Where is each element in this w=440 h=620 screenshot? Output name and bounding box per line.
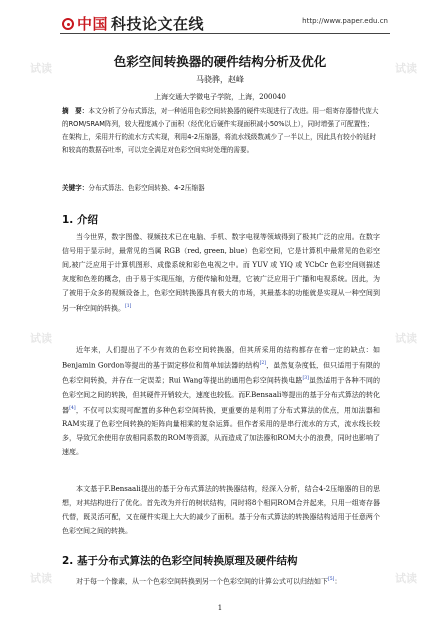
section-2-heading: 2. 基于分布式算法的色彩空间转换原理及硬件结构 <box>62 555 298 567</box>
watermark-stamp: 试读 <box>395 332 417 345</box>
citation-3[interactable]: [3] <box>302 376 309 382</box>
header-divider <box>60 33 390 34</box>
keywords <box>62 182 380 192</box>
intro-paragraph-3: 本文基于F.Bensaali提出的基于分布式算法的转换器结构，经深入分析，结合4-2压缩器的目的思想，对其结构进行了优化。首先改为并行的树状结构，同时将8个相同ROM合并起来，只用一组寄存器代替，既灵活可配，又在硬件实现上大大的减少了面积。基于分布式算法的转换器结构适用于任意两个色彩空间之间的转换。 <box>62 485 380 535</box>
watermark-stamp: 试读 <box>395 572 417 585</box>
paper-authors: 马骁骅，赵峰 <box>196 75 244 84</box>
logo-text-china: 中国 <box>77 15 109 33</box>
section-1-heading: 1. 介绍 <box>62 214 98 226</box>
header-url[interactable]: http://www.paper.edu.cn <box>302 17 388 25</box>
citation-4[interactable]: [4] <box>69 405 76 411</box>
page-number: 1 <box>217 604 223 612</box>
intro-paragraph-1 <box>62 230 380 315</box>
paper-affiliation: 上海交通大学微电子学院，上海，200040 <box>154 93 286 101</box>
citation-5[interactable]: [5] <box>328 577 335 582</box>
abstract <box>62 105 380 157</box>
intro-paragraph-2-text-b: ，虽然复杂度低，但只适用于有限的色彩空间转换，并存在一定误差；Rui Wang等提出的通用色彩空间转换电路 <box>62 361 380 385</box>
watermark-stamp: 试读 <box>395 62 417 75</box>
logo-circle-icon <box>62 18 74 30</box>
watermark-stamp: 试读 <box>30 332 52 345</box>
citation-1[interactable]: [1] <box>125 304 132 309</box>
intro-paragraph-2-text-d: ，不仅可以实现可配置的多种色彩空间转换，更重要的是利用了分布式算法的优点，用加法器和RAM实现了色彩空间转换的矩阵向量相乘的复杂运算。但作者采用的是串行流水的方式，流水线长较多，导致冗余使用存放相同系数的ROM等资源，从而造成了加法器和ROM大小的浪费，同时也影响了速度。 <box>62 405 381 456</box>
keywords-text: 分布式算法、色彩空间转换、4-2压缩器 <box>88 184 205 192</box>
paper-title: 色彩空间转换器的硬件结构分析及优化 <box>113 54 327 69</box>
section-2-paragraph-1 <box>62 573 380 588</box>
section-2-paragraph-1-end: ： <box>334 577 342 586</box>
page-header <box>0 0 440 40</box>
keywords-label: 关键字： <box>62 184 89 192</box>
intro-paragraph-2 <box>62 343 380 459</box>
citation-2[interactable]: [2] <box>259 361 267 366</box>
intro-paragraph-2-text-c: 虽然适用于各种不同的色彩空间之间的转换，但其硬件开销较大，速度也较低。而F.Bensaali等提出的基于分布式算法的转化器 <box>62 376 380 414</box>
abstract-text: 本文分析了分布式算法，对一种适用色彩空间转换器的硬件实现进行了改进。用一组寄存器替代庞大的ROM/SRAM阵列，较大程度减小了面积（经优化后硬件实现面积减小50%以上），同时增强了可配置性；在架构上，采用并行的流水方式实现，利用4-2压缩器，将流水线级数减少了一半以上，因此具有较小的延时和较高的数据吞吐率，可以完全满足对色彩空间实时处理的需要。 <box>62 107 379 154</box>
intro-paragraph-1-text: 当今世界，数字图像、视频技术已在电脑、手机、数字电视等领域得到了极其广泛的应用。在数字信号用于显示时，最常见的当属 RGB（red, green, blue）色彩空间，它是计算机中最常见的色彩空间,被广泛应用于计算机图形、成像系统和彩色电视之中。而 YUV 或 YIQ 或 YCbCr 色彩空间则描述灰度和色差的概念，由于易于实现压缩，方便传输和处理，它被广泛应用于广播和电视系统。因此，为了被用于众多的视频设备上，色彩空间转换器具有极大的市场，其最基本的功能就是实现从一种空间到另一种空间的转换。 <box>62 233 380 313</box>
site-logo <box>62 13 204 34</box>
section-2-paragraph-1-text: 对于每一个像素，从一个色彩空间转换到另一个色彩空间的计算公式可以归结如下 <box>76 577 328 586</box>
watermark-stamp: 试读 <box>30 62 52 75</box>
abstract-label: 摘 要： <box>62 107 89 115</box>
watermark-stamp: 试读 <box>30 572 52 585</box>
intro-paragraph-2-text-a: 近年来，人们提出了不少有效的色彩空间转换器，但其所采用的结构都存在着一定的缺点：如Benjamin Gordon等提出的基于固定移位和简单加法器的结构 <box>62 346 380 370</box>
logo-text-paper-online: 科技论文在线 <box>111 15 205 33</box>
